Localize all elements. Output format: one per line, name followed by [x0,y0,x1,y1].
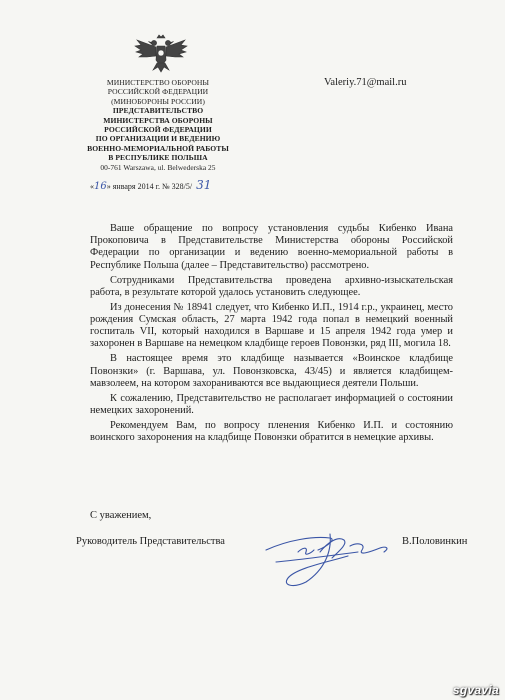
letterhead-address: 00-761 Warszawa, ul. Belwederska 25 [100,162,216,172]
ref-number: 31 [196,178,212,192]
signatory-title: Руководитель Представительства [76,536,225,547]
body-paragraph: Сотрудниками Представительства проведена архивно-изыскательская работа, в результате которой удалось установить следующее. [90,274,453,298]
handwritten-signature [258,522,398,592]
watermark: sgvavia [452,683,499,697]
letterhead-line: МИНИСТЕРСТВА ОБОРОНЫ [103,115,213,125]
letterhead-line: МИНИСТЕРСТВО ОБОРОНЫ [106,78,210,87]
letter-body [90,223,453,447]
letterhead-line: (МИНОБОРОНЫ РОССИИ) [111,96,205,106]
signatory-name: В.Половинкин [402,536,468,547]
letterhead-line: ПРЕДСТАВИТЕЛЬСТВО [112,106,204,116]
letterhead-line: ВОЕННО-МЕМОРИАЛЬНОЙ РАБОТЫ [87,143,229,153]
ref-date-text: января 2014 г. № 328/5/ [110,182,193,191]
body-paragraph: Ваше обращение по вопросу установления судьбы Кибенко Ивана Прокоповича в Представительстве Министерства обороны Российской Федерации по организации и ведению военно-мемориальной работы в Республике Польша (далее – Представительство) рассмотрено. [90,223,453,271]
body-paragraph: К сожалению, Представительство не располагает информацией о состоянии немецких захоронений. [90,392,453,417]
letterhead-line: ПО ОРГАНИЗАЦИИ И ВЕДЕНИЮ [95,134,221,144]
ref-quote-open: « [90,182,94,191]
double-headed-eagle-icon [133,34,189,74]
body-paragraph: В настоящее время это кладбище называется «Воинское кладбище Повoнзки» (г. Варшава, ул. Повонзковска, 43/45) и является кладбищем-мавзолеем, на котором захораниваются все выдающиеся деятели Польши. [90,353,453,389]
body-paragraph: Рекомендуем Вам, по вопросу пленения Кибенко И.П. и состоянию воинского захоронения на кладбище Повонзки обратится в немецкие архивы. [90,420,453,444]
letterhead-line: В РЕСПУБЛИКЕ ПОЛЬША [108,153,208,163]
body-paragraph: Из донесения № 18941 следует, что Кибенко И.П., 1914 г.р., украинец, место рождения Сумская область, 27 марта 1942 года попал в немецкий военный госпиталь VII, который находился в Варшаве и 15 апреля 1942 года умер и захоронен в Варшаве на немецком кладбище героев Повонзки, ряд III, могила 18. [90,301,453,350]
letterhead-block [78,78,238,172]
closing-salutation: С уважением, [90,510,152,521]
ref-quote-close: » [106,182,111,191]
recipient-email: Valeriy.71@mail.ru [324,77,407,88]
letterhead-line: РОССИЙСКОЙ ФЕДЕРАЦИИ [104,125,212,135]
ref-day: 16 [94,181,107,192]
reference-line [90,178,211,192]
letterhead-line: РОССИЙСКОЙ ФЕДЕРАЦИИ [107,87,209,97]
